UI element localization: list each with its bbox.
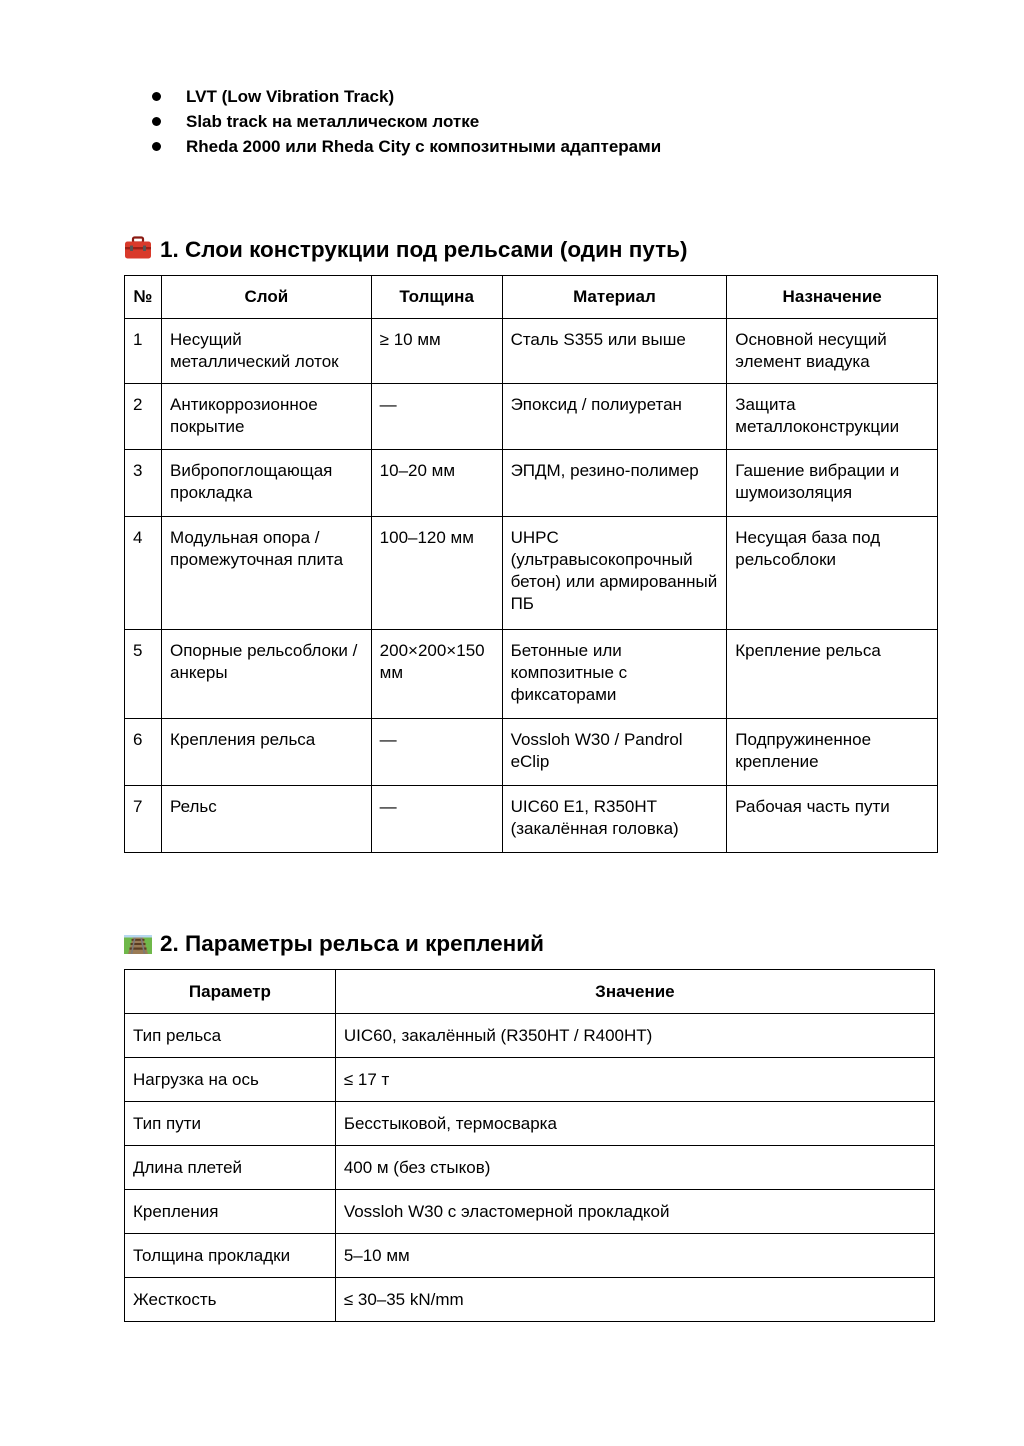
- table-cell: —: [371, 786, 502, 853]
- table-cell: Крепления: [125, 1190, 336, 1234]
- bullet-item: [150, 111, 661, 136]
- table-cell: Подпружиненное крепление: [727, 719, 938, 786]
- table-cell: Крепление рельса: [727, 630, 938, 719]
- column-header: №: [125, 276, 162, 319]
- table-cell: UIC60 E1, R350HT (закалённая головка): [502, 786, 727, 853]
- table-cell: 2: [125, 384, 162, 450]
- table-row: [125, 1234, 935, 1278]
- table-row: [125, 630, 938, 719]
- bullet-text: LVT (Low Vibration Track): [186, 87, 395, 106]
- column-header: Толщина: [371, 276, 502, 319]
- table-cell: 3: [125, 450, 162, 517]
- table-cell: 10–20 мм: [371, 450, 502, 517]
- railway-track-icon: [124, 930, 152, 954]
- table-row: [125, 450, 938, 517]
- bullet-dot-icon: [152, 92, 161, 101]
- section-1-title: 1. Слои конструкции под рельсами (один путь): [160, 237, 688, 262]
- table-cell: ≤ 17 т: [335, 1058, 934, 1102]
- table-cell: UHPC (ультравысокопрочный бетон) или армированный ПБ: [502, 517, 727, 630]
- layers-table: [124, 275, 938, 853]
- table-cell: Модульная опора / промежуточная плита: [161, 517, 371, 630]
- table-cell: 6: [125, 719, 162, 786]
- table-cell: Рабочая часть пути: [727, 786, 938, 853]
- table-cell: Длина плетей: [125, 1146, 336, 1190]
- table-row: [125, 786, 938, 853]
- bullet-text: Rheda 2000 или Rheda City с композитными адаптерами: [186, 137, 662, 156]
- table-row: [125, 319, 938, 384]
- toolbox-icon: [124, 236, 152, 260]
- table-cell: ЭПДМ, резино-полимер: [502, 450, 727, 517]
- table-cell: 4: [125, 517, 162, 630]
- table-cell: 100–120 мм: [371, 517, 502, 630]
- table-cell: Толщина прокладки: [125, 1234, 336, 1278]
- table-row: [125, 1058, 935, 1102]
- table-cell: UIC60, закалённый (R350HT / R400HT): [335, 1014, 934, 1058]
- bullet-dot-icon: [152, 142, 161, 151]
- table-cell: Vossloh W30 / Pandrol eClip: [502, 719, 727, 786]
- bullet-list: [150, 86, 661, 161]
- table-cell: ≥ 10 мм: [371, 319, 502, 384]
- table-header-row: [125, 276, 938, 319]
- table-cell: Тип пути: [125, 1102, 336, 1146]
- table-header-row: [125, 970, 935, 1014]
- bullet-item: [150, 136, 661, 161]
- bullet-item: [150, 86, 661, 111]
- table-cell: 400 м (без стыков): [335, 1146, 934, 1190]
- table-row: [125, 1278, 935, 1322]
- bullet-dot-icon: [152, 117, 161, 126]
- table-row: [125, 1146, 935, 1190]
- table-cell: Бесстыковой, термосварка: [335, 1102, 934, 1146]
- table-row: [125, 1190, 935, 1234]
- table-cell: Гашение вибрации и шумоизоляция: [727, 450, 938, 517]
- table-cell: 5–10 мм: [335, 1234, 934, 1278]
- table-row: [125, 384, 938, 450]
- table-cell: Эпоксид / полиуретан: [502, 384, 727, 450]
- column-header: Параметр: [125, 970, 336, 1014]
- column-header: Слой: [161, 276, 371, 319]
- table-cell: 200×200×150 мм: [371, 630, 502, 719]
- table-cell: Защита металлоконструкции: [727, 384, 938, 450]
- table-cell: 7: [125, 786, 162, 853]
- table-cell: Нагрузка на ось: [125, 1058, 336, 1102]
- table-cell: Бетонные или композитные с фиксаторами: [502, 630, 727, 719]
- section-2-title: 2. Параметры рельса и креплений: [160, 931, 544, 956]
- table-cell: Тип рельса: [125, 1014, 336, 1058]
- table-cell: —: [371, 384, 502, 450]
- table-cell: Крепления рельса: [161, 719, 371, 786]
- table-cell: Вибропоглощающая прокладка: [161, 450, 371, 517]
- column-header: Материал: [502, 276, 727, 319]
- column-header: Назначение: [727, 276, 938, 319]
- bullet-text: Slab track на металлическом лотке: [186, 112, 480, 131]
- table-cell: ≤ 30–35 kN/mm: [335, 1278, 934, 1322]
- table-cell: Основной несущий элемент виадука: [727, 319, 938, 384]
- table-row: [125, 517, 938, 630]
- table-cell: Несущая база под рельсоблоки: [727, 517, 938, 630]
- table-cell: Рельс: [161, 786, 371, 853]
- table-cell: 1: [125, 319, 162, 384]
- table-cell: Антикоррозионное покрытие: [161, 384, 371, 450]
- table-cell: 5: [125, 630, 162, 719]
- table-row: [125, 719, 938, 786]
- rail-parameters-table: [124, 969, 935, 1322]
- table-cell: Несущий металлический лоток: [161, 319, 371, 384]
- table-cell: —: [371, 719, 502, 786]
- table-row: [125, 1102, 935, 1146]
- column-header: Значение: [335, 970, 934, 1014]
- table-cell: Vossloh W30 с эластомерной прокладкой: [335, 1190, 934, 1234]
- section-1-heading: [124, 236, 688, 264]
- table-row: [125, 1014, 935, 1058]
- table-cell: Сталь S355 или выше: [502, 319, 727, 384]
- table-cell: Жесткость: [125, 1278, 336, 1322]
- section-2-heading: [124, 930, 544, 958]
- table-cell: Опорные рельсоблоки / анкеры: [161, 630, 371, 719]
